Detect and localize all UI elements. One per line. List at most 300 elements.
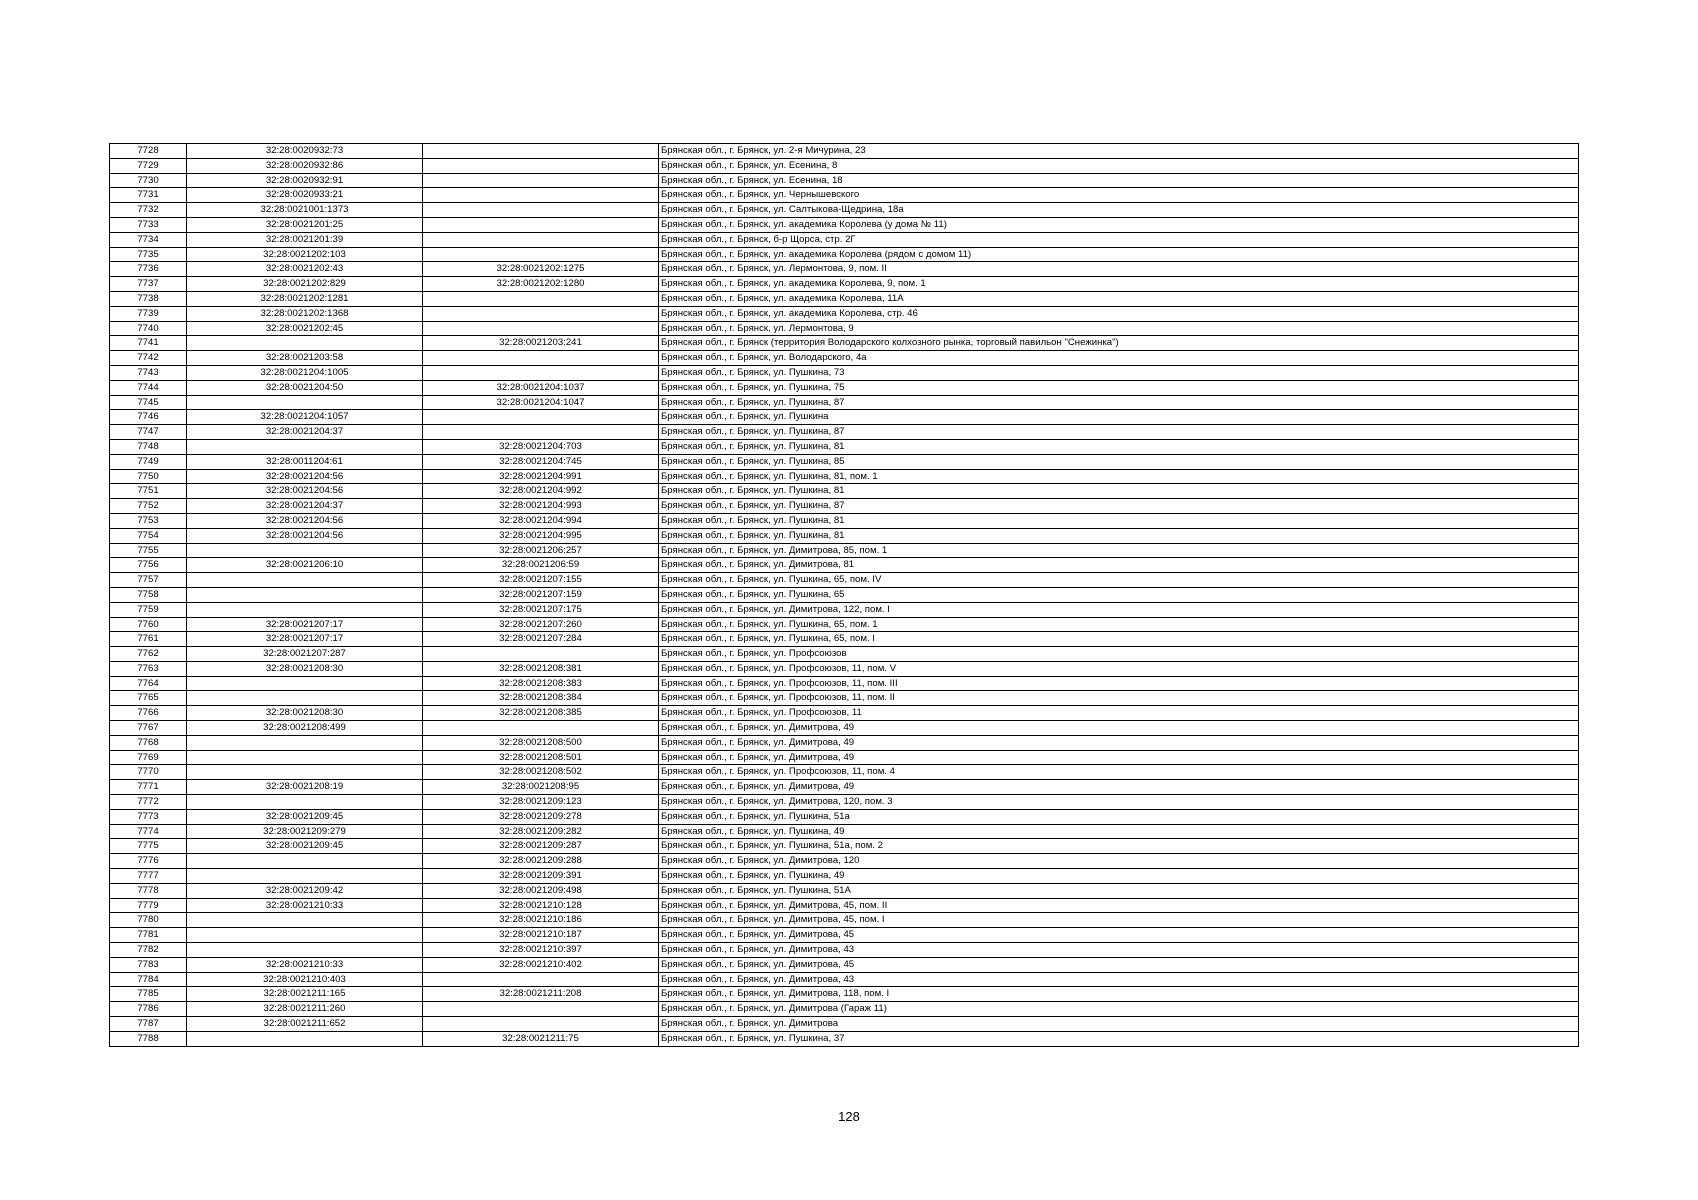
- premises-cadastral-number-cell: 32:28:0021204:993: [423, 499, 659, 514]
- table-row: [110, 1017, 1579, 1032]
- address-cell: Брянская обл., г. Брянск, ул. Димитрова, 43: [659, 943, 1579, 958]
- cadastral-number-cell: 32:28:0020933:21: [187, 188, 423, 203]
- cadastral-number-cell: [187, 795, 423, 810]
- premises-cadastral-number-cell: 32:28:0021210:187: [423, 928, 659, 943]
- premises-cadastral-number-cell: [423, 203, 659, 218]
- address-cell: Брянская обл., г. Брянск, ул. 2-я Мичурина, 23: [659, 144, 1579, 159]
- table-row: [110, 957, 1579, 972]
- address-cell: Брянская обл., г. Брянск, ул. Профсоюзов: [659, 647, 1579, 662]
- table-row: [110, 425, 1579, 440]
- row-number-cell: 7758: [110, 587, 187, 602]
- row-number-cell: 7740: [110, 321, 187, 336]
- table-row: [110, 839, 1579, 854]
- table-row: [110, 439, 1579, 454]
- premises-cadastral-number-cell: [423, 291, 659, 306]
- row-number-cell: 7755: [110, 543, 187, 558]
- address-cell: Брянская обл., г. Брянск, ул. Чернышевского: [659, 188, 1579, 203]
- address-cell: Брянская обл., г. Брянск (территория Володарского колхозного рынка, торговый павильон "Снежинка"): [659, 336, 1579, 351]
- row-number-cell: 7774: [110, 824, 187, 839]
- page-number: 128: [838, 1109, 860, 1124]
- cadastral-number-cell: 32:28:0021204:56: [187, 528, 423, 543]
- premises-cadastral-number-cell: [423, 144, 659, 159]
- row-number-cell: 7730: [110, 173, 187, 188]
- table-row: [110, 484, 1579, 499]
- address-cell: Брянская обл., г. Брянск, ул. Димитрова, 45, пом. II: [659, 898, 1579, 913]
- row-number-cell: 7734: [110, 232, 187, 247]
- address-cell: Брянская обл., г. Брянск, ул. Пушкина, 85: [659, 454, 1579, 469]
- premises-cadastral-number-cell: 32:28:0021211:208: [423, 987, 659, 1002]
- premises-cadastral-number-cell: 32:28:0021210:186: [423, 913, 659, 928]
- row-number-cell: 7728: [110, 144, 187, 159]
- cadastral-number-cell: 32:28:0021210:33: [187, 957, 423, 972]
- cadastral-number-cell: 32:28:0021211:260: [187, 1002, 423, 1017]
- cadastral-number-cell: 32:28:0020932:91: [187, 173, 423, 188]
- cadastral-number-cell: [187, 854, 423, 869]
- address-cell: Брянская обл., г. Брянск, ул. Димитрова, 120, пом. 3: [659, 795, 1579, 810]
- cadastral-number-cell: 32:28:0011204:61: [187, 454, 423, 469]
- row-number-cell: 7780: [110, 913, 187, 928]
- address-cell: Брянская обл., г. Брянск, ул. Пушкина, 75: [659, 380, 1579, 395]
- premises-cadastral-number-cell: [423, 721, 659, 736]
- address-cell: Брянская обл., г. Брянск, ул. Лермонтова, 9, пом. II: [659, 262, 1579, 277]
- table-row: [110, 380, 1579, 395]
- table-row: [110, 158, 1579, 173]
- address-cell: Брянская обл., г. Брянск, ул. Димитрова, 120: [659, 854, 1579, 869]
- table-row: [110, 883, 1579, 898]
- cadastral-number-cell: [187, 913, 423, 928]
- premises-cadastral-number-cell: 32:28:0021204:994: [423, 513, 659, 528]
- address-cell: Брянская обл., г. Брянск, ул. Димитрова, 118, пом. I: [659, 987, 1579, 1002]
- row-number-cell: 7759: [110, 602, 187, 617]
- row-number-cell: 7742: [110, 351, 187, 366]
- cadastral-number-cell: [187, 676, 423, 691]
- premises-cadastral-number-cell: 32:28:0021204:703: [423, 439, 659, 454]
- table-row: [110, 188, 1579, 203]
- premises-cadastral-number-cell: [423, 425, 659, 440]
- address-cell: Брянская обл., г. Брянск, ул. академика Королева, стр. 46: [659, 306, 1579, 321]
- premises-cadastral-number-cell: 32:28:0021208:381: [423, 661, 659, 676]
- table-row: [110, 232, 1579, 247]
- table-row: [110, 928, 1579, 943]
- cadastral-number-cell: [187, 1031, 423, 1046]
- address-cell: Брянская обл., г. Брянск, ул. Пушкина: [659, 410, 1579, 425]
- table-row: [110, 824, 1579, 839]
- row-number-cell: 7764: [110, 676, 187, 691]
- row-number-cell: 7783: [110, 957, 187, 972]
- cadastral-number-cell: 32:28:0021208:30: [187, 706, 423, 721]
- cadastral-number-cell: [187, 691, 423, 706]
- cadastral-number-cell: [187, 336, 423, 351]
- table-row: [110, 291, 1579, 306]
- table-row: [110, 321, 1579, 336]
- address-cell: Брянская обл., г. Брянск, ул. Лермонтова, 9: [659, 321, 1579, 336]
- table-row: [110, 780, 1579, 795]
- table-row: [110, 691, 1579, 706]
- address-cell: Брянская обл., г. Брянск, ул. Димитрова (Гараж 11): [659, 1002, 1579, 1017]
- table-row: [110, 602, 1579, 617]
- table-row: [110, 661, 1579, 676]
- table-row: [110, 676, 1579, 691]
- cadastral-number-cell: 32:28:0021208:19: [187, 780, 423, 795]
- address-cell: Брянская обл., г. Брянск, ул. Пушкина, 49: [659, 824, 1579, 839]
- address-cell: Брянская обл., г. Брянск, ул. Димитрова, 45: [659, 928, 1579, 943]
- table-row: [110, 647, 1579, 662]
- cadastral-number-cell: 32:28:0021202:45: [187, 321, 423, 336]
- premises-cadastral-number-cell: [423, 972, 659, 987]
- table-row: [110, 795, 1579, 810]
- address-cell: Брянская обл., г. Брянск, ул. Пушкина, 73: [659, 365, 1579, 380]
- row-number-cell: 7751: [110, 484, 187, 499]
- premises-cadastral-number-cell: [423, 158, 659, 173]
- cadastral-number-cell: 32:28:0021210:33: [187, 898, 423, 913]
- cadastral-number-cell: 32:28:0021211:652: [187, 1017, 423, 1032]
- premises-cadastral-number-cell: 32:28:0021207:159: [423, 587, 659, 602]
- table-row: [110, 735, 1579, 750]
- cadastral-number-cell: [187, 543, 423, 558]
- row-number-cell: 7729: [110, 158, 187, 173]
- table-row: [110, 943, 1579, 958]
- premises-cadastral-number-cell: 32:28:0021208:502: [423, 765, 659, 780]
- address-cell: Брянская обл., г. Брянск, ул. Профсоюзов, 11: [659, 706, 1579, 721]
- row-number-cell: 7779: [110, 898, 187, 913]
- cadastral-number-cell: 32:28:0021211:165: [187, 987, 423, 1002]
- row-number-cell: 7737: [110, 277, 187, 292]
- address-cell: Брянская обл., г. Брянск, б-р Щорса, стр. 2Г: [659, 232, 1579, 247]
- table-row: [110, 632, 1579, 647]
- premises-cadastral-number-cell: 32:28:0021206:257: [423, 543, 659, 558]
- row-number-cell: 7754: [110, 528, 187, 543]
- table-row: [110, 499, 1579, 514]
- table-row: [110, 336, 1579, 351]
- row-number-cell: 7736: [110, 262, 187, 277]
- table-row: [110, 217, 1579, 232]
- cadastral-number-cell: 32:28:0021202:103: [187, 247, 423, 262]
- row-number-cell: 7739: [110, 306, 187, 321]
- row-number-cell: 7786: [110, 1002, 187, 1017]
- address-cell: Брянская обл., г. Брянск, ул. Пушкина, 65: [659, 587, 1579, 602]
- table-row: [110, 173, 1579, 188]
- address-cell: Брянская обл., г. Брянск, ул. Профсоюзов, 11, пом. V: [659, 661, 1579, 676]
- row-number-cell: 7746: [110, 410, 187, 425]
- table-row: [110, 854, 1579, 869]
- row-number-cell: 7731: [110, 188, 187, 203]
- premises-cadastral-number-cell: 32:28:0021208:383: [423, 676, 659, 691]
- row-number-cell: 7752: [110, 499, 187, 514]
- cadastral-number-cell: 32:28:0020932:86: [187, 158, 423, 173]
- address-cell: Брянская обл., г. Брянск, ул. Пушкина, 81: [659, 513, 1579, 528]
- address-cell: Брянская обл., г. Брянск, ул. Пушкина, 51А: [659, 883, 1579, 898]
- cadastral-number-cell: [187, 869, 423, 884]
- row-number-cell: 7768: [110, 735, 187, 750]
- premises-cadastral-number-cell: [423, 217, 659, 232]
- cadastral-number-cell: 32:28:0021204:37: [187, 425, 423, 440]
- cadastral-number-cell: 32:28:0021203:58: [187, 351, 423, 366]
- premises-cadastral-number-cell: 32:28:0021209:288: [423, 854, 659, 869]
- premises-cadastral-number-cell: [423, 306, 659, 321]
- cadastral-number-cell: [187, 587, 423, 602]
- cadastral-number-cell: [187, 735, 423, 750]
- table-row: [110, 750, 1579, 765]
- premises-cadastral-number-cell: [423, 410, 659, 425]
- address-cell: Брянская обл., г. Брянск, ул. Пушкина, 49: [659, 869, 1579, 884]
- address-cell: Брянская обл., г. Брянск, ул. Димитрова, 49: [659, 750, 1579, 765]
- premises-cadastral-number-cell: 32:28:0021210:128: [423, 898, 659, 913]
- premises-cadastral-number-cell: [423, 188, 659, 203]
- premises-cadastral-number-cell: 32:28:0021211:75: [423, 1031, 659, 1046]
- table-row: [110, 869, 1579, 884]
- table-row: [110, 351, 1579, 366]
- row-number-cell: 7767: [110, 721, 187, 736]
- address-cell: Брянская обл., г. Брянск, ул. Володарского, 4а: [659, 351, 1579, 366]
- row-number-cell: 7748: [110, 439, 187, 454]
- premises-cadastral-number-cell: 32:28:0021206:59: [423, 558, 659, 573]
- row-number-cell: 7745: [110, 395, 187, 410]
- cadastral-number-cell: 32:28:0021001:1373: [187, 203, 423, 218]
- address-cell: Брянская обл., г. Брянск, ул. Салтыкова-Щедрина, 18а: [659, 203, 1579, 218]
- cadastral-number-cell: 32:28:0021209:45: [187, 839, 423, 854]
- address-cell: Брянская обл., г. Брянск, ул. Есенина, 8: [659, 158, 1579, 173]
- address-cell: Брянская обл., г. Брянск, ул. Пушкина, 81: [659, 484, 1579, 499]
- premises-cadastral-number-cell: [423, 365, 659, 380]
- table-row: [110, 262, 1579, 277]
- address-cell: Брянская обл., г. Брянск, ул. Димитрова, 43: [659, 972, 1579, 987]
- table-row: [110, 543, 1579, 558]
- row-number-cell: 7750: [110, 469, 187, 484]
- cadastral-number-cell: 32:28:0021201:39: [187, 232, 423, 247]
- address-cell: Брянская обл., г. Брянск, ул. Профсоюзов, 11, пом. III: [659, 676, 1579, 691]
- cadastral-number-cell: 32:28:0021204:56: [187, 469, 423, 484]
- row-number-cell: 7775: [110, 839, 187, 854]
- premises-cadastral-number-cell: 32:28:0021204:1047: [423, 395, 659, 410]
- registry-table-body: [110, 144, 1579, 1047]
- address-cell: Брянская обл., г. Брянск, ул. Пушкина, 87: [659, 499, 1579, 514]
- address-cell: Брянская обл., г. Брянск, ул. академика Королева (у дома № 11): [659, 217, 1579, 232]
- row-number-cell: 7788: [110, 1031, 187, 1046]
- premises-cadastral-number-cell: [423, 173, 659, 188]
- table-row: [110, 617, 1579, 632]
- table-row: [110, 203, 1579, 218]
- cadastral-number-cell: 32:28:0021202:829: [187, 277, 423, 292]
- row-number-cell: 7781: [110, 928, 187, 943]
- premises-cadastral-number-cell: 32:28:0021210:402: [423, 957, 659, 972]
- address-cell: Брянская обл., г. Брянск, ул. Пушкина, 65, пом. I: [659, 632, 1579, 647]
- cadastral-number-cell: 32:28:0021207:17: [187, 617, 423, 632]
- row-number-cell: 7769: [110, 750, 187, 765]
- cadastral-number-cell: 32:28:0021204:50: [187, 380, 423, 395]
- table-row: [110, 247, 1579, 262]
- cadastral-number-cell: 32:28:0021209:279: [187, 824, 423, 839]
- address-cell: Брянская обл., г. Брянск, ул. Профсоюзов, 11, пом. 4: [659, 765, 1579, 780]
- cadastral-number-cell: [187, 943, 423, 958]
- premises-cadastral-number-cell: 32:28:0021208:384: [423, 691, 659, 706]
- address-cell: Брянская обл., г. Брянск, ул. Пушкина, 65, пом. IV: [659, 573, 1579, 588]
- table-row: [110, 1031, 1579, 1046]
- address-cell: Брянская обл., г. Брянск, ул. Профсоюзов, 11, пом. II: [659, 691, 1579, 706]
- cadastral-number-cell: 32:28:0021209:45: [187, 809, 423, 824]
- premises-cadastral-number-cell: 32:28:0021204:995: [423, 528, 659, 543]
- cadastral-number-cell: [187, 602, 423, 617]
- premises-cadastral-number-cell: [423, 351, 659, 366]
- table-row: [110, 528, 1579, 543]
- table-row: [110, 144, 1579, 159]
- table-row: [110, 365, 1579, 380]
- cadastral-number-cell: 32:28:0021208:499: [187, 721, 423, 736]
- premises-cadastral-number-cell: 32:28:0021203:241: [423, 336, 659, 351]
- address-cell: Брянская обл., г. Брянск, ул. Димитрова, 81: [659, 558, 1579, 573]
- row-number-cell: 7761: [110, 632, 187, 647]
- cadastral-number-cell: 32:28:0021204:56: [187, 484, 423, 499]
- cadastral-number-cell: 32:28:0021210:403: [187, 972, 423, 987]
- premises-cadastral-number-cell: 32:28:0021210:397: [423, 943, 659, 958]
- row-number-cell: 7777: [110, 869, 187, 884]
- premises-cadastral-number-cell: 32:28:0021209:123: [423, 795, 659, 810]
- row-number-cell: 7785: [110, 987, 187, 1002]
- address-cell: Брянская обл., г. Брянск, ул. Есенина, 18: [659, 173, 1579, 188]
- row-number-cell: 7756: [110, 558, 187, 573]
- cadastral-number-cell: 32:28:0021207:287: [187, 647, 423, 662]
- address-cell: Брянская обл., г. Брянск, ул. Пушкина, 37: [659, 1031, 1579, 1046]
- table-row: [110, 469, 1579, 484]
- row-number-cell: 7732: [110, 203, 187, 218]
- cadastral-number-cell: 32:28:0021204:1057: [187, 410, 423, 425]
- cadastral-number-cell: 32:28:0021208:30: [187, 661, 423, 676]
- premises-cadastral-number-cell: 32:28:0021209:391: [423, 869, 659, 884]
- premises-cadastral-number-cell: 32:28:0021207:284: [423, 632, 659, 647]
- row-number-cell: 7766: [110, 706, 187, 721]
- cadastral-number-cell: 32:28:0021202:43: [187, 262, 423, 277]
- row-number-cell: 7778: [110, 883, 187, 898]
- cadastral-number-cell: [187, 395, 423, 410]
- premises-cadastral-number-cell: [423, 232, 659, 247]
- premises-cadastral-number-cell: 32:28:0021204:991: [423, 469, 659, 484]
- row-number-cell: 7765: [110, 691, 187, 706]
- premises-cadastral-number-cell: 32:28:0021207:175: [423, 602, 659, 617]
- premises-cadastral-number-cell: 32:28:0021208:385: [423, 706, 659, 721]
- address-cell: Брянская обл., г. Брянск, ул. Димитрова, 49: [659, 721, 1579, 736]
- premises-cadastral-number-cell: 32:28:0021202:1275: [423, 262, 659, 277]
- address-cell: Брянская обл., г. Брянск, ул. Димитрова, 49: [659, 780, 1579, 795]
- address-cell: Брянская обл., г. Брянск, ул. Димитрова, 122, пом. I: [659, 602, 1579, 617]
- premises-cadastral-number-cell: 32:28:0021207:260: [423, 617, 659, 632]
- table-row: [110, 913, 1579, 928]
- row-number-cell: 7753: [110, 513, 187, 528]
- table-row: [110, 898, 1579, 913]
- table-row: [110, 765, 1579, 780]
- table-row: [110, 987, 1579, 1002]
- row-number-cell: 7787: [110, 1017, 187, 1032]
- address-cell: Брянская обл., г. Брянск, ул. Димитрова, 85, пом. 1: [659, 543, 1579, 558]
- table-row: [110, 1002, 1579, 1017]
- cadastral-number-cell: 32:28:0021202:1281: [187, 291, 423, 306]
- table-row: [110, 306, 1579, 321]
- cadastral-number-cell: [187, 750, 423, 765]
- address-cell: Брянская обл., г. Брянск, ул. Пушкина, 87: [659, 395, 1579, 410]
- row-number-cell: 7749: [110, 454, 187, 469]
- premises-cadastral-number-cell: [423, 1002, 659, 1017]
- cadastral-number-cell: 32:28:0021204:56: [187, 513, 423, 528]
- cadastral-number-cell: 32:28:0021206:10: [187, 558, 423, 573]
- cadastral-number-cell: 32:28:0021202:1368: [187, 306, 423, 321]
- row-number-cell: 7738: [110, 291, 187, 306]
- row-number-cell: 7760: [110, 617, 187, 632]
- property-registry-table: [109, 143, 1579, 1047]
- address-cell: Брянская обл., г. Брянск, ул. Димитрова, 45: [659, 957, 1579, 972]
- row-number-cell: 7772: [110, 795, 187, 810]
- address-cell: Брянская обл., г. Брянск, ул. Пушкина, 51а: [659, 809, 1579, 824]
- premises-cadastral-number-cell: 32:28:0021209:498: [423, 883, 659, 898]
- cadastral-number-cell: [187, 928, 423, 943]
- row-number-cell: 7741: [110, 336, 187, 351]
- address-cell: Брянская обл., г. Брянск, ул. Пушкина, 51а, пом. 2: [659, 839, 1579, 854]
- cadastral-number-cell: 32:28:0021207:17: [187, 632, 423, 647]
- table-row: [110, 454, 1579, 469]
- row-number-cell: 7757: [110, 573, 187, 588]
- premises-cadastral-number-cell: 32:28:0021204:745: [423, 454, 659, 469]
- row-number-cell: 7784: [110, 972, 187, 987]
- table-row: [110, 395, 1579, 410]
- premises-cadastral-number-cell: 32:28:0021208:95: [423, 780, 659, 795]
- row-number-cell: 7743: [110, 365, 187, 380]
- premises-cadastral-number-cell: 32:28:0021204:992: [423, 484, 659, 499]
- row-number-cell: 7744: [110, 380, 187, 395]
- address-cell: Брянская обл., г. Брянск, ул. Пушкина, 87: [659, 425, 1579, 440]
- premises-cadastral-number-cell: 32:28:0021208:501: [423, 750, 659, 765]
- premises-cadastral-number-cell: [423, 321, 659, 336]
- premises-cadastral-number-cell: 32:28:0021202:1280: [423, 277, 659, 292]
- address-cell: Брянская обл., г. Брянск, ул. Пушкина, 81, пом. 1: [659, 469, 1579, 484]
- cadastral-number-cell: 32:28:0020932:73: [187, 144, 423, 159]
- table-row: [110, 809, 1579, 824]
- row-number-cell: 7773: [110, 809, 187, 824]
- address-cell: Брянская обл., г. Брянск, ул. Димитрова, 49: [659, 735, 1579, 750]
- table-row: [110, 972, 1579, 987]
- table-row: [110, 277, 1579, 292]
- cadastral-number-cell: 32:28:0021204:1005: [187, 365, 423, 380]
- table-row: [110, 573, 1579, 588]
- cadastral-number-cell: [187, 439, 423, 454]
- table-row: [110, 587, 1579, 602]
- premises-cadastral-number-cell: 32:28:0021207:155: [423, 573, 659, 588]
- row-number-cell: 7762: [110, 647, 187, 662]
- address-cell: Брянская обл., г. Брянск, ул. академика Королева, 11А: [659, 291, 1579, 306]
- row-number-cell: 7733: [110, 217, 187, 232]
- premises-cadastral-number-cell: [423, 1017, 659, 1032]
- cadastral-number-cell: 32:28:0021209:42: [187, 883, 423, 898]
- premises-cadastral-number-cell: 32:28:0021209:287: [423, 839, 659, 854]
- row-number-cell: 7782: [110, 943, 187, 958]
- cadastral-number-cell: [187, 573, 423, 588]
- cadastral-number-cell: 32:28:0021201:25: [187, 217, 423, 232]
- premises-cadastral-number-cell: [423, 247, 659, 262]
- premises-cadastral-number-cell: 32:28:0021204:1037: [423, 380, 659, 395]
- address-cell: Брянская обл., г. Брянск, ул. Димитрова, 45, пом. I: [659, 913, 1579, 928]
- table-row: [110, 706, 1579, 721]
- table-row: [110, 721, 1579, 736]
- cadastral-number-cell: 32:28:0021204:37: [187, 499, 423, 514]
- premises-cadastral-number-cell: 32:28:0021209:278: [423, 809, 659, 824]
- row-number-cell: 7771: [110, 780, 187, 795]
- table-row: [110, 410, 1579, 425]
- address-cell: Брянская обл., г. Брянск, ул. Пушкина, 81: [659, 528, 1579, 543]
- premises-cadastral-number-cell: [423, 647, 659, 662]
- table-row: [110, 558, 1579, 573]
- address-cell: Брянская обл., г. Брянск, ул. Димитрова: [659, 1017, 1579, 1032]
- row-number-cell: 7770: [110, 765, 187, 780]
- cadastral-number-cell: [187, 765, 423, 780]
- row-number-cell: 7747: [110, 425, 187, 440]
- premises-cadastral-number-cell: 32:28:0021208:500: [423, 735, 659, 750]
- table-row: [110, 513, 1579, 528]
